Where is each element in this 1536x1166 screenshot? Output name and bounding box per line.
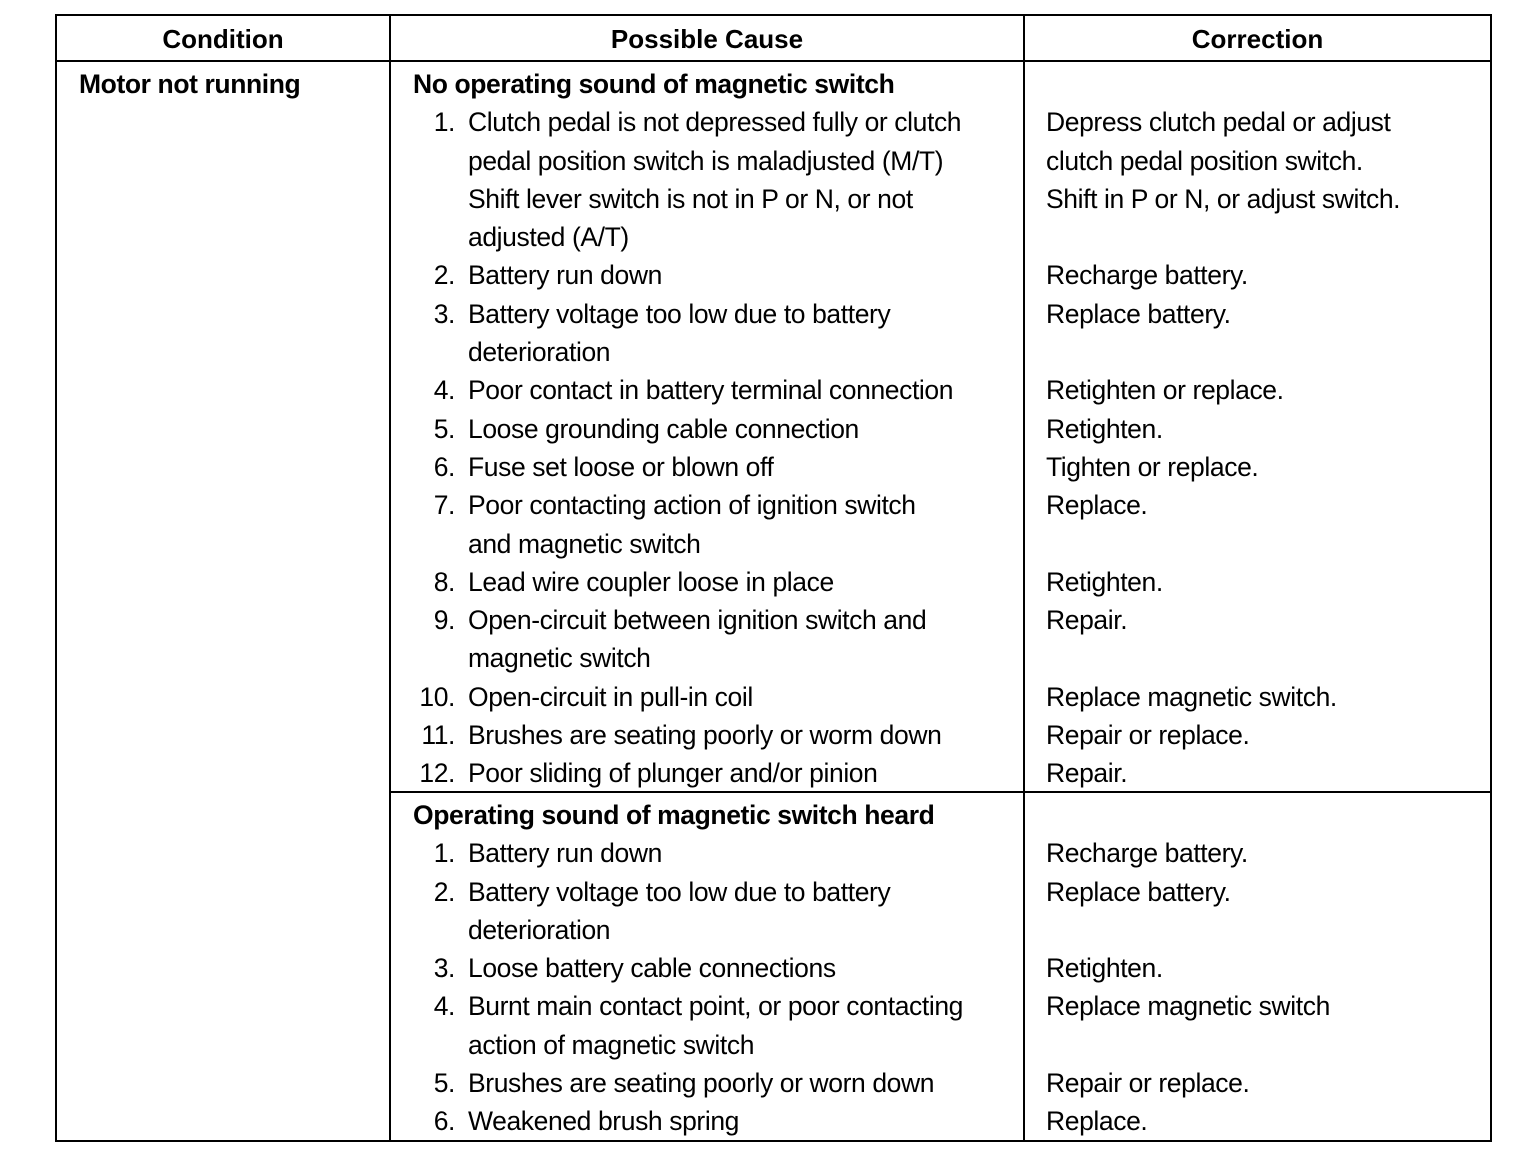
item-number: 12.	[419, 758, 455, 789]
cause-line: Lead wire coupler loose in place	[468, 566, 834, 597]
cause-line: adjusted (A/T)	[468, 222, 629, 253]
item-number: 4.	[433, 991, 455, 1022]
correction-line: Depress clutch pedal or adjust	[1046, 107, 1391, 138]
cause-cell	[391, 949, 1025, 987]
table-row	[391, 873, 1490, 950]
cause-line: Battery voltage too low due to battery	[468, 298, 891, 329]
cause-cell	[391, 834, 1025, 872]
cause-cell	[391, 448, 1025, 486]
correction-cell	[1025, 754, 1127, 792]
correction-cell	[1025, 873, 1231, 950]
cause-cell	[391, 103, 1025, 256]
table-row	[391, 486, 1490, 563]
cause-line: Poor contacting action of ignition switch	[468, 490, 916, 521]
item-number: 4.	[433, 375, 455, 406]
cause-cell	[391, 1064, 1025, 1102]
cause-line: Shift lever switch is not in P or N, or not	[468, 183, 913, 214]
correction-line: Replace battery.	[1046, 298, 1231, 329]
table-row	[391, 754, 1490, 792]
correction-cell	[1025, 1064, 1249, 1102]
table-row	[391, 256, 1490, 294]
table-row	[391, 563, 1490, 601]
cause-line: Battery run down	[468, 838, 662, 869]
correction-line: Replace magnetic switch.	[1046, 681, 1337, 712]
cause-line: Weakened brush spring	[468, 1106, 740, 1137]
table-row	[391, 601, 1490, 678]
table-row	[391, 410, 1490, 448]
correction-line: Retighten or replace.	[1046, 375, 1284, 406]
correction-cell	[1025, 949, 1163, 987]
cause-line: Loose battery cable connections	[468, 953, 836, 984]
correction-line: Recharge battery.	[1046, 838, 1248, 869]
cause-line: and magnetic switch	[468, 528, 701, 559]
correction-cell	[1025, 563, 1163, 601]
correction-line: Replace.	[1046, 1106, 1148, 1137]
correction-line: Repair or replace.	[1046, 1068, 1250, 1099]
correction-line: Replace.	[1046, 490, 1148, 521]
table-row	[391, 103, 1490, 256]
header-condition: Condition	[162, 24, 284, 54]
correction-line: Repair or replace.	[1046, 720, 1250, 751]
cause-cell	[391, 987, 1025, 1064]
item-number: 10.	[419, 681, 455, 712]
item-number: 6.	[433, 451, 455, 482]
item-number: 11.	[421, 720, 455, 751]
cause-cell	[391, 256, 1025, 294]
cause-line: Loose grounding cable connection	[468, 413, 859, 444]
cause-line: deterioration	[468, 914, 611, 945]
cause-cell	[391, 1102, 1025, 1140]
cause-cell	[391, 601, 1025, 678]
condition-cell: Motor not running	[79, 69, 301, 99]
item-number: 5.	[433, 1068, 455, 1099]
item-number: 9.	[433, 605, 455, 636]
correction-line: Tighten or replace.	[1046, 451, 1259, 482]
correction-cell	[1025, 987, 1330, 1064]
table-row	[391, 1102, 1490, 1140]
cause-cell	[391, 754, 1025, 792]
cause-line: action of magnetic switch	[468, 1029, 755, 1060]
item-number: 3.	[433, 953, 455, 984]
correction-line: Replace magnetic switch	[1046, 991, 1330, 1022]
item-number: 8.	[433, 566, 455, 597]
correction-cell	[1025, 103, 1400, 256]
item-number: 7.	[433, 490, 455, 521]
correction-cell	[1025, 834, 1248, 872]
table-row	[391, 1064, 1490, 1102]
cause-line: Poor sliding of plunger and/or pinion	[468, 758, 878, 789]
table-row	[391, 987, 1490, 1064]
cause-line: Fuse set loose or blown off	[468, 451, 774, 482]
cause-line: Open-circuit in pull-in coil	[468, 681, 753, 712]
correction-cell	[1025, 371, 1284, 409]
correction-cell	[1025, 601, 1127, 678]
correction-line: Retighten.	[1046, 566, 1163, 597]
item-number: 2.	[433, 876, 455, 907]
section-title: No operating sound of magnetic switch	[413, 69, 895, 99]
correction-line: Recharge battery.	[1046, 260, 1248, 291]
section-operating-sound-heard	[391, 796, 1490, 1141]
cause-line: pedal position switch is maladjusted (M/T)	[468, 145, 944, 176]
cause-cell	[391, 873, 1025, 950]
cause-line: Brushes are seating poorly or worm down	[468, 720, 942, 751]
correction-cell	[1025, 256, 1248, 294]
correction-cell	[1025, 716, 1249, 754]
cause-line: Battery voltage too low due to battery	[468, 876, 891, 907]
troubleshooting-table	[55, 14, 1492, 1142]
correction-cell	[1025, 410, 1163, 448]
correction-line: Shift in P or N, or adjust switch.	[1046, 183, 1401, 214]
cause-cell	[391, 371, 1025, 409]
header-possible-cause: Possible Cause	[610, 24, 804, 54]
item-number: 1.	[433, 107, 455, 138]
item-number: 3.	[433, 298, 455, 329]
correction-line: Replace battery.	[1046, 876, 1231, 907]
cause-cell	[391, 678, 1025, 716]
table-row	[391, 448, 1490, 486]
table-row	[391, 678, 1490, 716]
correction-line: clutch pedal position switch.	[1046, 145, 1363, 176]
table-row	[391, 949, 1490, 987]
cause-line: magnetic switch	[468, 643, 651, 674]
cause-cell	[391, 410, 1025, 448]
cause-line: Clutch pedal is not depressed fully or clutch	[468, 107, 962, 138]
correction-line: Retighten.	[1046, 413, 1163, 444]
correction-cell	[1025, 486, 1147, 563]
correction-line: Repair.	[1046, 605, 1128, 636]
cause-line: Burnt main contact point, or poor contacting	[468, 991, 964, 1022]
correction-line: Retighten.	[1046, 953, 1163, 984]
section-no-operating-sound	[391, 65, 1490, 793]
section-title: Operating sound of magnetic switch heard	[413, 800, 935, 830]
cause-cell	[391, 486, 1025, 563]
cause-line: Open-circuit between ignition switch and	[468, 605, 927, 636]
header-correction: Correction	[1191, 24, 1324, 54]
cause-cell	[391, 563, 1025, 601]
cause-line: Poor contact in battery terminal connection	[468, 375, 954, 406]
item-number: 6.	[433, 1106, 455, 1137]
item-number: 5.	[433, 413, 455, 444]
table-row	[391, 371, 1490, 409]
correction-cell	[1025, 678, 1337, 716]
table-row	[391, 716, 1490, 754]
item-number: 2.	[433, 260, 455, 291]
cause-line: deterioration	[468, 337, 611, 368]
correction-cell	[1025, 1102, 1147, 1140]
table-row	[391, 295, 1490, 372]
cause-cell	[391, 295, 1025, 372]
cause-line: Brushes are seating poorly or worn down	[468, 1068, 935, 1099]
correction-line: Repair.	[1046, 758, 1128, 789]
correction-cell	[1025, 295, 1231, 372]
item-number: 1.	[433, 838, 455, 869]
cause-line: Battery run down	[468, 260, 662, 291]
cause-cell	[391, 716, 1025, 754]
correction-cell	[1025, 448, 1258, 486]
table-row	[391, 834, 1490, 872]
